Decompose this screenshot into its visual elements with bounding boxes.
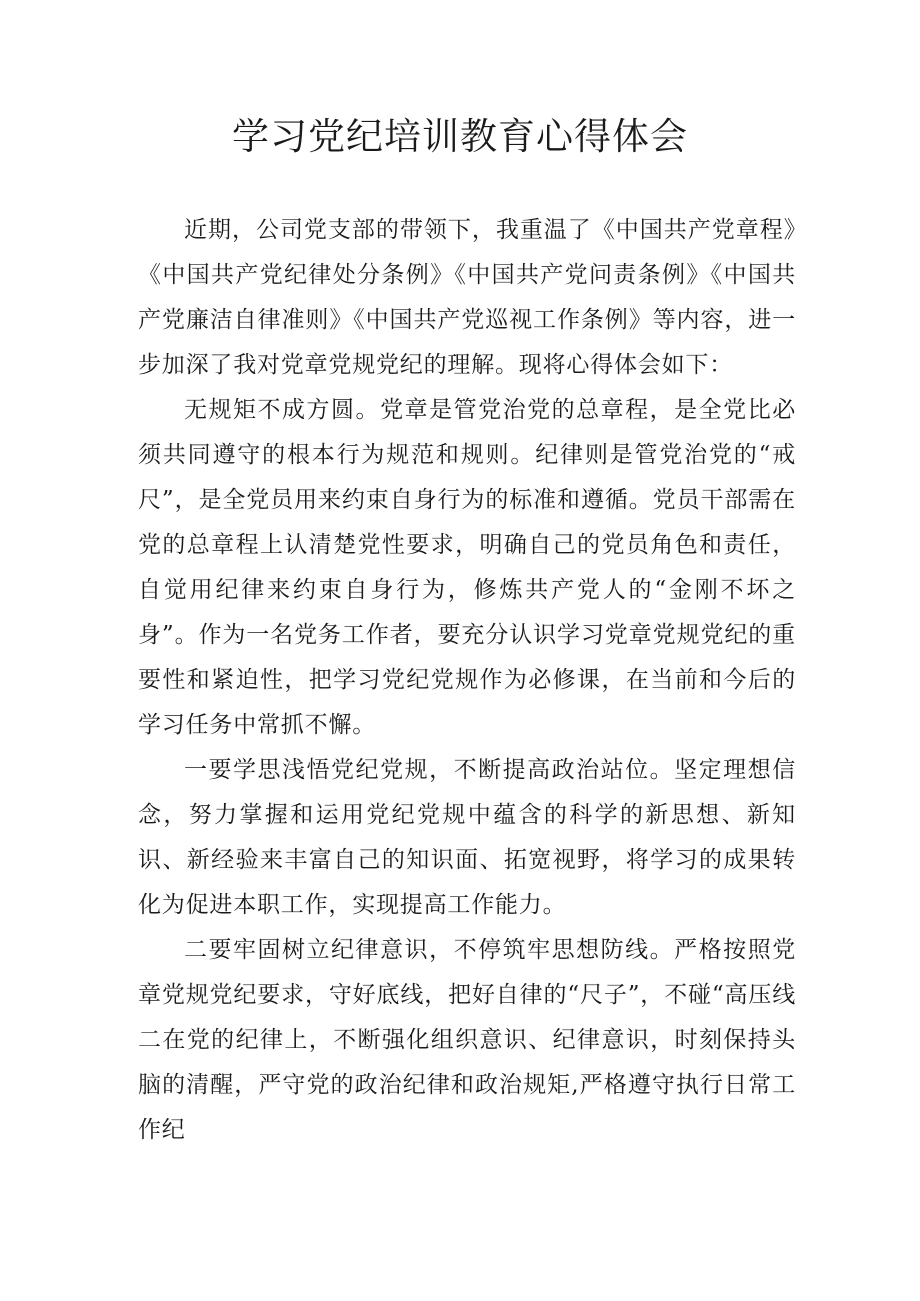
document-title: 学习党纪培训教育心得体会 xyxy=(232,115,688,158)
paragraph-rules: 无规矩不成方圆。党章是管党治党的总章程，是全党比必须共同遵守的根本行为规范和规则。纪律则是管党治党的“戒尺”，是全党员用来约束自身行为的标准和遵循。党员干部需在党的总章程上认清楚党性要求，明确自己的党员角色和责任，自觉用纪律来约束自身行为，修炼共产党人的“金刚不坏之身”。作为一名党务工作者，要充分认识学习党章党规党纪的重要性和紧迫性，把学习党纪党规作为必修课，在当前和今后的学习任务中常抓不懈。 xyxy=(138,397,796,738)
paragraph-point-one: 一要学思浅悟党纪党规，不断提高政治站位。坚定理想信念，努力掌握和运用党纪党规中蕴含的科学的新思想、新知识、新经验来丰富自己的知识面、拓宽视野，将学习的成果转化为促进本职工作，实现提高工作能力。 xyxy=(138,757,796,918)
paragraph-intro: 近期，公司党支部的带领下，我重温了《中国共产党章程》《中国共产党纪律处分条例》《中国共产党问责条例》《中国共产党廉洁自律准则》《中国共产党巡视工作条例》等内容，进一步加深了我对党章党规党纪的理解。现将心得体会如下： xyxy=(138,217,796,378)
paragraph-point-two: 二要牢固树立纪律意识，不停筑牢思想防线。严格按照党章党规党纪要求，守好底线，把好自律的“尺子”，不碰“高压线二在党的纪律上，不断强化组织意识、纪律意识，时刻保持头脑的清醒，严守党的政治纪律和政治规矩,严格遵守执行日常工作纪 xyxy=(138,937,796,1143)
document-body xyxy=(138,208,796,1153)
